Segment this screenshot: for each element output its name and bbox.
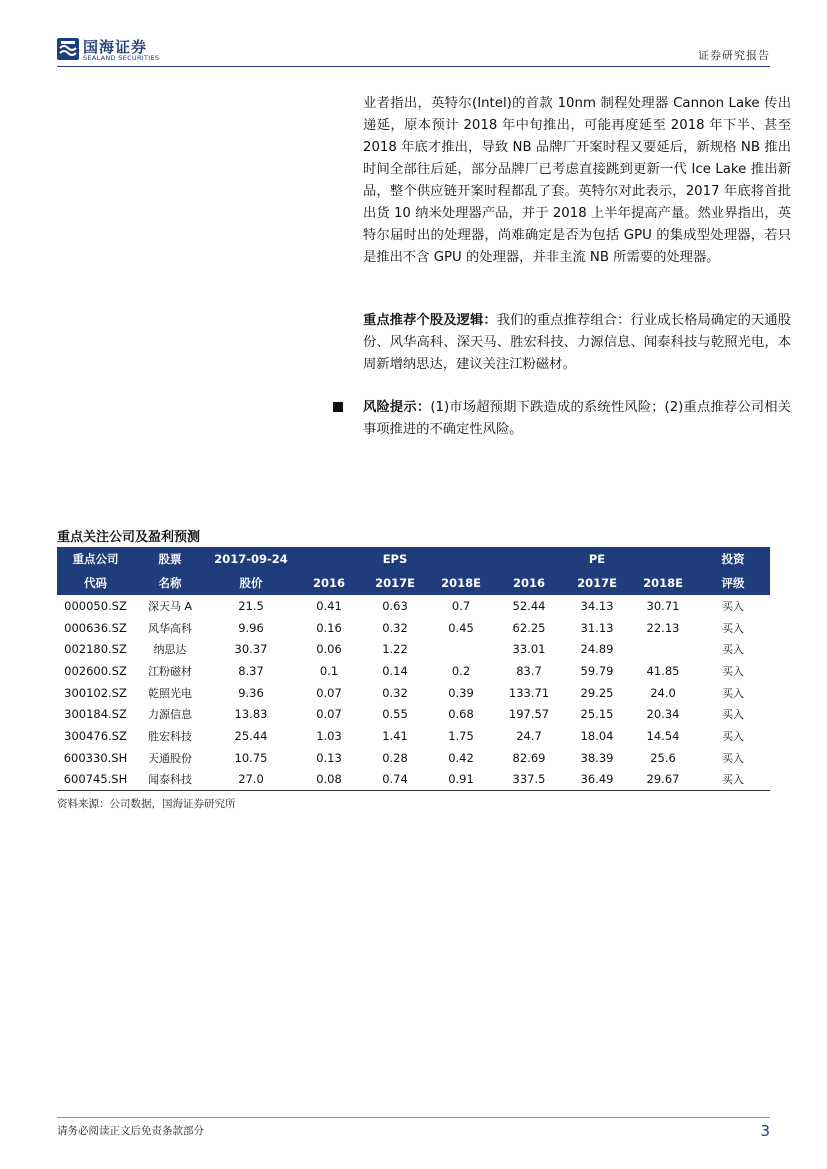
table-cell: 300102.SZ	[64, 685, 127, 700]
table-row	[57, 725, 770, 747]
header-cell: PE	[564, 547, 630, 571]
table-header-row-2	[57, 571, 770, 595]
company-logo	[57, 36, 197, 64]
table-cell: 0.16	[316, 620, 342, 635]
table-cell: 力源信息	[148, 708, 192, 722]
risk-text: (1)市场超预期下跌造成的系统性风险；(2)重点推荐公司相关事项推进的不确定性风险。	[363, 400, 792, 437]
table-cell: 闻泰科技	[134, 769, 206, 791]
table-cell: 8.37	[238, 663, 264, 678]
table-cell: 纳思达	[153, 643, 187, 657]
table-cell: 600745.SH	[57, 769, 134, 791]
table-cell: 买入	[722, 729, 744, 743]
header-cell: 2016	[494, 571, 564, 595]
table-cell: 33.01	[512, 642, 546, 657]
table-cell: 14.54	[646, 728, 680, 743]
header-cell	[428, 547, 494, 571]
table-cell: 1.41	[382, 728, 408, 743]
table-cell: 0.41	[316, 598, 342, 613]
earnings-forecast-table	[57, 547, 770, 791]
header-cell: 2018E	[428, 571, 494, 595]
table-cell: 1.75	[448, 728, 474, 743]
header-cell: 2017E	[564, 571, 630, 595]
table-cell: 34.13	[580, 598, 614, 613]
table-cell: 18.04	[580, 728, 614, 743]
table-cell: 乾照光电	[148, 686, 192, 700]
table-cell: 深天马 A	[147, 599, 193, 613]
table-cell: 0.07	[316, 685, 342, 700]
table-cell: 江粉磁材	[148, 664, 192, 678]
table-row	[57, 638, 770, 660]
table-header-row-1	[57, 547, 770, 571]
header-cell: 2017-09-24	[206, 547, 296, 571]
table-cell	[630, 638, 696, 660]
table-cell: 买入	[722, 686, 744, 700]
table-source-note: 资料来源：公司数据，国海证券研究所	[57, 798, 236, 810]
header-cell	[494, 547, 564, 571]
paragraph-intel-delay: 业者指出，英特尔(Intel)的首款 10nm 制程处理器 Cannon Lake 传出递延，原本预计 2018 年中旬推出，可能再度延至 2018 年下半、甚至 2018 年底才推出，导致 NB 品牌厂开案时程又要延后，新规格 NB 推出时间全部往后延，部分品牌厂已考虑直接跳到更新一代 Ice Lake 推出新品，整个供应链开案时程都乱了套。英特尔对此表示，2017 年底将首批出货 10 纳米处理器产品，并于 2018 上半年提高产量。然业界指出，英特尔届时出的处理器，尚难确定是否为包括 GPU 的集成型处理器，若只是推出不含 GPU 的处理器，并非主流 NB 所需要的处理器。	[363, 96, 791, 265]
table-cell: 胜宏科技	[148, 729, 192, 743]
table-cell: 24.0	[650, 685, 676, 700]
table-cell: 000636.SZ	[64, 620, 127, 635]
page-number: 3	[760, 1122, 770, 1140]
logo-chinese-text: 国海证券	[83, 38, 148, 56]
risk-label: 风险提示：	[363, 400, 431, 415]
table-cell: 9.36	[238, 685, 264, 700]
table-cell: 29.25	[580, 685, 614, 700]
table-cell: 133.71	[508, 685, 550, 700]
header-cell: 股价	[206, 571, 296, 595]
table-cell: 买入	[722, 643, 744, 657]
table-row	[57, 595, 770, 617]
table-cell: 买入	[722, 708, 744, 722]
table-cell: 0.7	[451, 598, 471, 613]
table-cell: 52.44	[512, 598, 546, 613]
table-cell: 36.49	[564, 769, 630, 791]
table-cell: 9.96	[238, 620, 264, 635]
header-cell: 股票	[134, 547, 206, 571]
table-row	[57, 682, 770, 704]
table-cell: 337.5	[494, 769, 564, 791]
table-cell: 300184.SZ	[64, 707, 127, 722]
table-cell: 买入	[696, 769, 770, 791]
table-cell: 25.6	[650, 750, 676, 765]
table-row	[57, 703, 770, 725]
paragraph-risk	[363, 397, 791, 441]
table-cell: 38.39	[580, 750, 614, 765]
table-cell: 82.69	[512, 750, 546, 765]
table-cell: 000050.SZ	[64, 598, 127, 613]
table-cell: 1.03	[316, 728, 342, 743]
table-cell: 300476.SZ	[64, 728, 127, 743]
table-cell: 002600.SZ	[64, 663, 127, 678]
table-cell: 0.07	[316, 707, 342, 722]
table-cell: 0.74	[362, 769, 428, 791]
logo-english-text: SEALAND SECURITIES	[83, 54, 160, 62]
table-cell: 29.67	[630, 769, 696, 791]
header-cell	[296, 547, 362, 571]
document-type: 证券研究报告	[698, 49, 770, 62]
header-cell: 评级	[696, 571, 770, 595]
table-cell: 风华高科	[148, 621, 192, 635]
table-cell: 30.71	[646, 598, 680, 613]
table-cell: 0.14	[382, 663, 408, 678]
table-cell: 83.7	[516, 663, 542, 678]
footer-divider	[57, 1117, 770, 1118]
table-cell: 10.75	[234, 750, 268, 765]
table-cell: 0.06	[316, 642, 342, 657]
table-cell: 59.79	[580, 663, 614, 678]
page-header	[57, 36, 770, 66]
table-cell: 600330.SH	[63, 750, 128, 765]
header-cell: 投资	[696, 547, 770, 571]
header-cell: 2017E	[362, 571, 428, 595]
table-cell: 002180.SZ	[64, 642, 127, 657]
square-bullet-icon	[333, 402, 343, 412]
table-cell	[428, 638, 494, 660]
table-cell: 25.44	[234, 728, 268, 743]
table-cell: 24.89	[580, 642, 614, 657]
table-cell: 买入	[722, 664, 744, 678]
paragraph-recommendations	[363, 310, 791, 376]
table-cell: 0.32	[382, 685, 408, 700]
table-body	[57, 595, 770, 790]
table-cell: 买入	[722, 599, 744, 613]
table-row	[57, 769, 770, 791]
table-title: 重点关注公司及盈利预测	[57, 530, 201, 545]
table-cell: 1.22	[382, 642, 408, 657]
header-cell: 名称	[134, 571, 206, 595]
table-row	[57, 747, 770, 769]
table-cell: 买入	[722, 751, 744, 765]
recommendations-text: 我们的重点推荐组合：行业成长格局确定的天通股份、风华高科、深天马、胜宏科技、力源信息、闻泰科技与乾照光电，本周新增纳思达，建议关注江粉磁材。	[363, 313, 792, 372]
footer-disclaimer: 请务必阅读正文后免责条款部分	[57, 1125, 204, 1137]
table-cell: 0.13	[316, 750, 342, 765]
table-cell: 0.63	[382, 598, 408, 613]
header-cell: 2018E	[630, 571, 696, 595]
sealand-logo-icon	[57, 38, 79, 60]
recommendations-label: 重点推荐个股及逻辑：	[363, 313, 497, 328]
header-divider	[57, 66, 770, 67]
header-cell: 代码	[57, 571, 134, 595]
table-cell: 197.57	[508, 707, 550, 722]
table-cell: 0.08	[296, 769, 362, 791]
table-row	[57, 617, 770, 639]
table-cell: 13.83	[234, 707, 268, 722]
header-cell	[630, 547, 696, 571]
table-cell: 31.13	[580, 620, 614, 635]
table-cell: 0.39	[448, 685, 474, 700]
table-cell: 0.32	[382, 620, 408, 635]
table-cell: 0.68	[448, 707, 474, 722]
table-cell: 24.7	[516, 728, 542, 743]
table-cell: 62.25	[512, 620, 546, 635]
table-cell: 0.45	[448, 620, 474, 635]
table-cell: 20.34	[646, 707, 680, 722]
header-cell: 重点公司	[57, 547, 134, 571]
table-cell: 天通股份	[148, 751, 192, 765]
header-cell: 2016	[296, 571, 362, 595]
table-cell: 买入	[722, 621, 744, 635]
table-cell: 0.91	[428, 769, 494, 791]
table-cell: 21.5	[238, 598, 264, 613]
table-cell: 27.0	[206, 769, 296, 791]
table-cell: 0.2	[451, 663, 471, 678]
table-cell: 0.1	[319, 663, 339, 678]
table-cell: 22.13	[646, 620, 680, 635]
table-row	[57, 660, 770, 682]
table-cell: 0.28	[382, 750, 408, 765]
table-cell: 0.55	[382, 707, 408, 722]
table-cell: 41.85	[646, 663, 680, 678]
table-cell: 30.37	[234, 642, 268, 657]
table-cell: 0.42	[448, 750, 474, 765]
header-cell: EPS	[362, 547, 428, 571]
table-cell: 25.15	[580, 707, 614, 722]
